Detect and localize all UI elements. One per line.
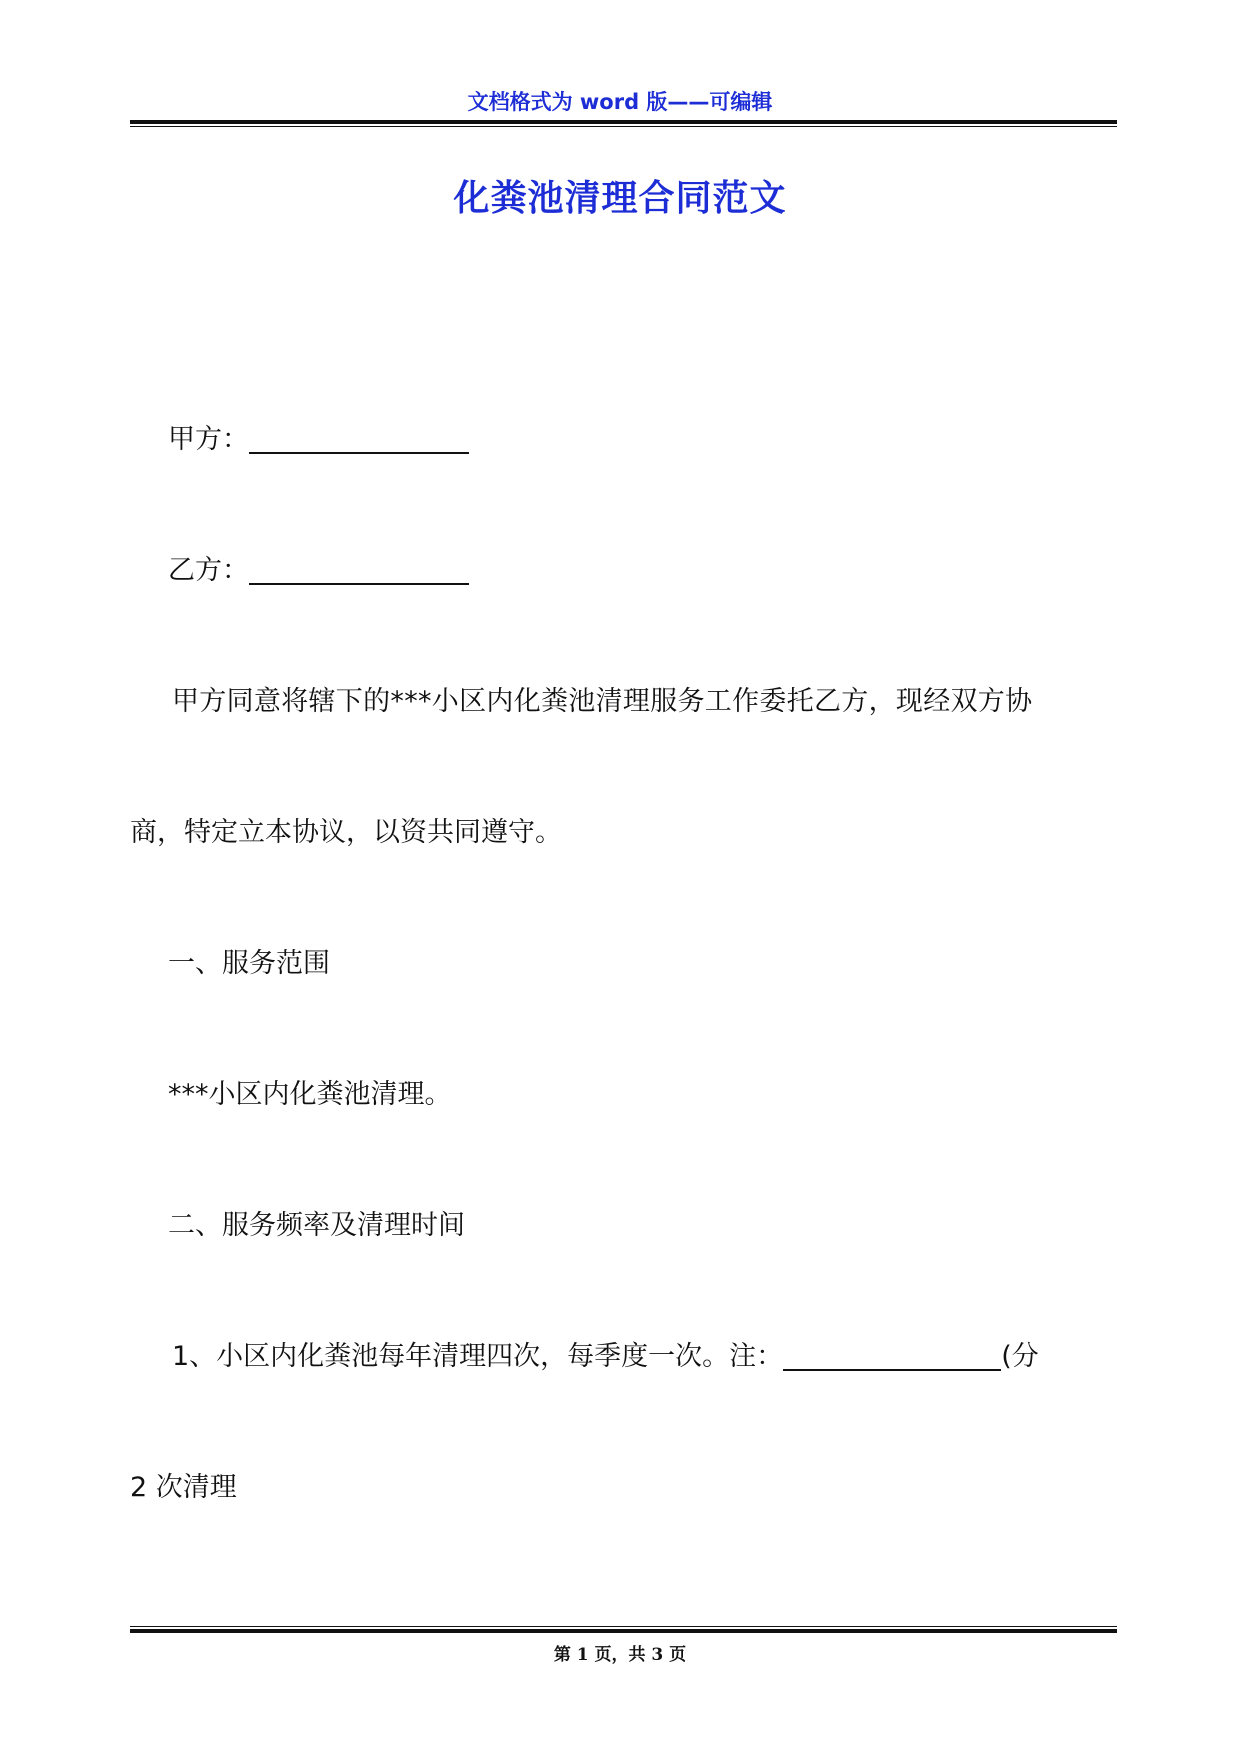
document-header-note: 文档格式为 word 版——可编辑 (467, 90, 773, 114)
section2-heading: 二、服务频率及清理时间 (168, 1210, 465, 1241)
item1-continuation: 2 次清理 (130, 1472, 237, 1503)
party-b-line (168, 553, 469, 589)
header-rule-thin (130, 126, 1117, 127)
party-a-line (168, 422, 469, 458)
header-rule-thick (130, 120, 1117, 124)
party-b-blank[interactable] (249, 553, 469, 585)
footer-rule-thin (130, 1626, 1117, 1627)
item1-line (172, 1339, 1039, 1375)
party-b-label: 乙方： (168, 555, 249, 586)
section1-body: ***小区内化粪池清理。 (168, 1079, 452, 1110)
intro-paragraph-line1: 甲方同意将辖下的***小区内化粪池清理服务工作委托乙方，现经双方协 (172, 686, 1033, 717)
item1-text: 1、小区内化粪池每年清理四次，每季度一次。注： (172, 1341, 784, 1372)
document-title: 化粪池清理合同范文 (453, 178, 787, 219)
item1-blank[interactable] (783, 1339, 1001, 1371)
party-a-blank[interactable] (249, 422, 469, 454)
page-number: 第 1 页，共 3 页 (553, 1645, 687, 1665)
intro-paragraph-line2: 商，特定立本协议，以资共同遵守。 (130, 817, 562, 848)
section1-heading: 一、服务范围 (168, 948, 330, 979)
party-a-label: 甲方： (168, 424, 249, 455)
item1-suffix: (分 (1001, 1341, 1039, 1372)
footer-rule-thick (130, 1629, 1117, 1633)
